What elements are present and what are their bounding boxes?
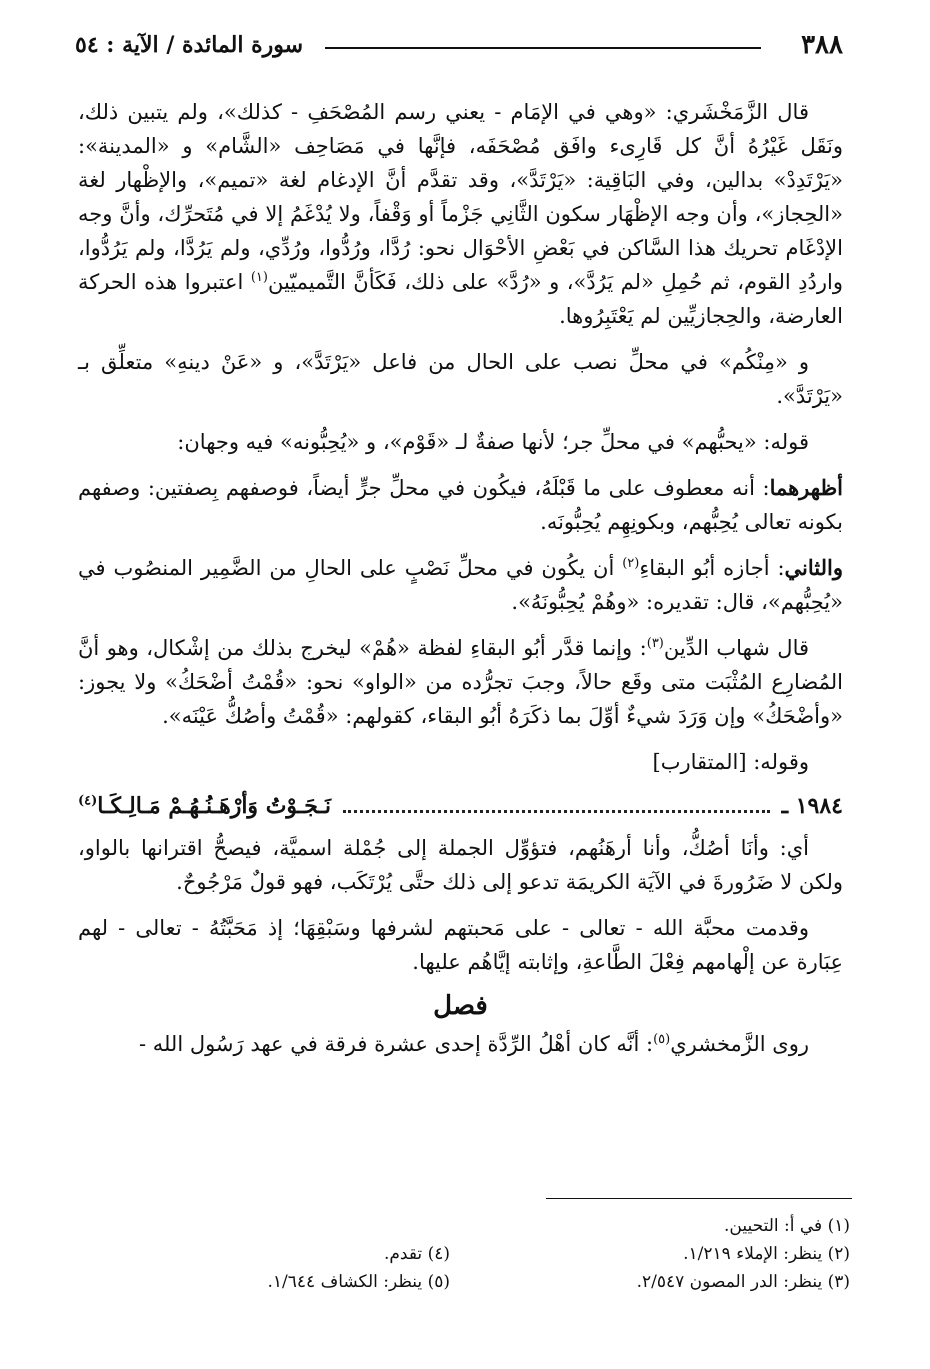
paragraph — [78, 95, 843, 333]
paragraph — [78, 551, 843, 619]
footnote-row — [90, 1268, 850, 1296]
paragraph: و «مِنْكُم» في محلِّ نصب على الحال من فاعل «يَرْتَدَّ»، و «عَنْ دينهِ» متعلِّق بـ «يَرْتَدَّ». — [78, 350, 843, 408]
paragraph: قوله: «يحبُّهم» في محلِّ جر؛ لأنها صفةٌ لـ «قَوْم»، و «يُحِبُّونه» فيه وجهان: — [177, 430, 809, 454]
paragraph: وقوله: [المتقارب] — [652, 750, 809, 774]
footnote-ref: (٢) — [622, 556, 640, 571]
footnote: (٣) ينظر: الدر المصون ٢/٥٤٧. — [636, 1272, 850, 1292]
verse-line — [78, 793, 843, 819]
paragraph-text: : أنَّه كان أهْلُ الرِّدَّة إحدى عشرة فرقة في عهد رَسُول الله - — [138, 1032, 654, 1056]
footnote-ref: (١) — [250, 270, 268, 285]
verse-text — [78, 793, 331, 819]
header-rule — [325, 47, 761, 49]
paragraph-text: أن يكُون في محلِّ نَصْبٍ على الحالِ من الضَّمِير المنصُوب في «يُحِبُّهم»، قال: تقديره: «وهُمْ يُحِبُّونَهُ». — [78, 556, 843, 614]
footnote-row — [90, 1212, 850, 1240]
paragraph-text: : وإنما قدَّر أبُو البقاءِ لفظة «هُمْ» ليخرج بذلك من إشْكال، وهو أنَّ المُضارِع المُثْبَت متى وقَع حالاً، وجبَ تجرُّده من «الواو» نحو: «قُمْتُ أضْحَكُ» ولا يجوز: «وأضْحَكُ» وإن وَرَدَ شيءٌ أوِّلَ بما ذكَرَهُ أبُو البقاء، كقولهم: «قُمْتُ وأصُكُّ عَيْنَه». — [78, 636, 843, 728]
footnote: (٥) ينظر: الكشاف ١/٦٤٤. — [267, 1272, 450, 1292]
paragraph-text: قال شهاب الدِّين — [663, 636, 810, 660]
footnote: (٢) ينظر: الإملاء ١/٢١٩. — [683, 1244, 850, 1264]
footnotes — [90, 1212, 850, 1296]
footnote-ref: (٥) — [653, 1032, 671, 1047]
page-body — [78, 95, 843, 1073]
verse-text-content: نَـجَـوْتُ وَأرْهَـنُـهُـمْ مَـالِـكَـا — [97, 793, 332, 819]
section-heading: فصل — [433, 991, 488, 1021]
paragraph — [78, 631, 843, 733]
verse-dots — [343, 810, 770, 813]
paragraph-text: روى الزَّمخشري — [670, 1032, 809, 1056]
verse-number: ١٩٨٤ ـ — [781, 793, 843, 819]
paragraph-text: قال الزَّمَخْشَري: «وهي في الإمَام - يعني رسم المُصْحَفِ - كذلك»، ولم يتبين ذلك، ونَقَل غَيْرُهُ أنَّ كل قَارِىء وافَق مُصْحَفَه، فإنَّها في مَصَاحِف «الشَّام» و «المدينة»: «يَرْتَدِدْ» بدالين، وفي البَاقِية: «يَرْتَدَّ»، وقد تقدَّم أنَّ الإدغام لغة «تميم»، والإظْهار لغة «الحِجاز»، وأن وجه الإظْهَار سكون الثَّانِي جَزْماً أو وَقْفاً، ولا يُدْغَمُ إلا في مُتَحرِّك، وأنَّ وجه الإدْغَام تحريك هذا السَّاكن في بَعْضِ الأحْوَال نحو: رُدَّا، ورُدُّوا، ورُدِّي، ولم يَرُدَّا، ولم يَرُدُّوا، واردُدِ القوم، ثم حُمِلِ «لم يَرُدَّ»، و «رُدَّ» على ذلك، فَكَأنَّ التَّميميّين — [78, 100, 843, 294]
paragraph-text: : أنه معطوف على ما قَبْلَهُ، فيكُون في محلِّ جرٍّ أيضاً، فوصفهم بِصفتين: وصفهم بكونه تعالى يُحِبُّهم، وبكونِهِم يُحِبُّونَه. — [78, 476, 843, 534]
page-header — [75, 30, 843, 64]
paragraph-text: اعتبروا هذه الحركة العارضة، والحِجازيِّين لم يَعْتَبِرُوها. — [78, 270, 843, 328]
footnote-rule — [546, 1198, 852, 1199]
paragraph — [78, 1027, 843, 1061]
lead-term: أظهرهما — [769, 475, 843, 500]
running-title: سورة المائدة / الآية : ٥٤ — [75, 32, 304, 58]
paragraph-text: : أجازه أبُو البقاءِ — [639, 556, 785, 580]
paragraph — [78, 471, 843, 539]
paragraph: أي: وأنَا أصُكُّ، وأنا أرهَنُهم، فتؤوِّل الجملة إلى جُمْلة اسميَّة، فيصحُّ اقترانها بالواو، ولكن لا ضَرُورةَ في الآيَة الكريمَة تدعو إلى ذلك حتَّى يُرْتَكَب، فهو قولٌ مَرْجُوحٌ. — [78, 836, 843, 894]
footnote-ref: (٣) — [646, 636, 664, 651]
page-number: ٣٨٨ — [801, 30, 843, 60]
footnote-row — [90, 1240, 850, 1268]
paragraph: وقدمت محبَّة الله - تعالى - على مَحبتهم لشرفها وسَبْقِهَا؛ إذ مَحَبَّتُهُ - تعالى - لهم عِبَارة عن إلْهامهم فِعْلَ الطَّاعةِ، وإثابته إيَّاهُم عليها. — [78, 916, 843, 974]
lead-term: والثاني — [784, 555, 844, 580]
footnote: (٤) تقدم. — [383, 1244, 450, 1264]
footnote: (١) في أ: التحيين. — [724, 1216, 850, 1236]
footnote-ref: (٤) — [78, 793, 98, 809]
